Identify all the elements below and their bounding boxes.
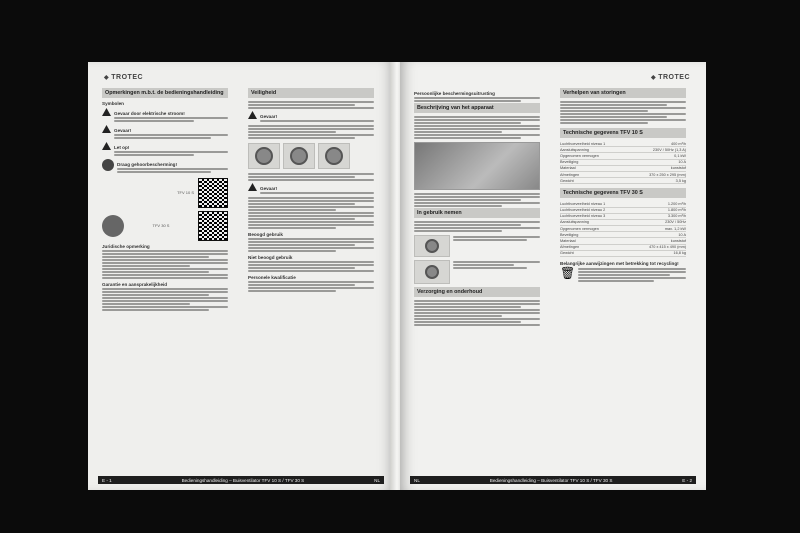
page-footer	[98, 476, 384, 484]
spec-label: Luchthoeveelheid niveau 2	[560, 207, 629, 213]
section-heading: Verzorging en onderhoud	[414, 287, 540, 297]
left-page	[88, 62, 394, 490]
language-code: NL	[374, 477, 380, 483]
improper-use-title: Niet beoogd gebruik	[248, 255, 293, 260]
warning-label: Gevaar!	[260, 186, 278, 191]
spec-value: 16,8 kg	[629, 250, 686, 256]
page-number: E - 2	[682, 477, 692, 483]
spec-label: Luchthoeveelheid niveau 1	[560, 141, 629, 147]
device-photo	[414, 142, 540, 190]
spec-label: Materiaal	[560, 238, 629, 244]
spec-label: Opgenomen vermogen	[560, 226, 629, 232]
spec-label: Gewicht	[560, 250, 629, 256]
section-heading: Technische gegevens TFV 30 S	[560, 188, 686, 198]
wheelie-bin-icon: 🗑	[560, 266, 576, 280]
warning-label: Gevaar!	[260, 114, 278, 119]
section-heading: Beschrijving van het apparaat	[414, 103, 540, 113]
warning-label: Gevaar!	[114, 128, 132, 133]
spec-value: 370 x 250 x 295 (mm)	[629, 171, 686, 177]
brand-logo: ◆ TROTEC	[651, 74, 690, 81]
warning-label: Draag gehoorbescherming!	[117, 162, 177, 167]
spec-value: kunststof	[629, 238, 686, 244]
spec-row	[560, 178, 686, 184]
fan-illustration	[318, 143, 350, 169]
spec-label: Beveiliging	[560, 159, 629, 165]
warning-block	[102, 125, 228, 140]
spec-label: Materiaal	[560, 165, 629, 171]
qr-code	[198, 211, 228, 241]
warning-block	[102, 142, 228, 157]
fan-illustration	[283, 143, 315, 169]
warning-icon	[102, 108, 111, 116]
spec-label: Aansluitspanning	[560, 147, 629, 153]
model-label: TFV 30 S	[152, 222, 170, 228]
qr-code	[198, 178, 228, 208]
spec-value: 0,1 kW	[629, 153, 686, 159]
warning-icon	[248, 111, 257, 119]
spec-label: Afmetingen	[560, 171, 629, 177]
spec-value: 1.200 m³/h	[629, 201, 686, 207]
intended-use-title: Beoogd gebruik	[248, 232, 283, 237]
left-column-2	[248, 88, 374, 293]
spec-table-tfv30	[560, 201, 686, 257]
spec-value: 230V / 50Hz (1,3 A)	[629, 147, 686, 153]
warning-icon	[102, 125, 111, 133]
footer-text: Bedieningshandleiding – Buisventilator TFV 10 S / TFV 30 S	[489, 477, 613, 483]
warning-block	[102, 108, 228, 123]
spec-value: 400 m³/h	[629, 141, 686, 147]
ppe-title: Persoonlijke beschermingsuitrusting	[414, 91, 495, 96]
warning-block	[248, 183, 374, 195]
language-code: NL	[414, 477, 420, 483]
section-heading: Technische gegevens TFV 10 S	[560, 128, 686, 138]
spec-value: 3,5 kg	[629, 178, 686, 184]
left-column-1	[102, 88, 228, 312]
warning-label: Let op!	[114, 145, 130, 150]
warning-block	[102, 159, 228, 174]
section-heading: Verhelpen van storingen	[560, 88, 686, 98]
warning-icon	[102, 142, 111, 150]
fan-illustration	[248, 143, 280, 169]
spec-label: Luchthoeveelheid niveau 1	[560, 201, 629, 207]
manual-reader-icon	[102, 215, 124, 237]
spec-table-tfv10	[560, 141, 686, 184]
spec-label: Gewicht	[560, 178, 629, 184]
symbols-title: Symbolen	[102, 101, 124, 106]
device-photo-small	[414, 260, 450, 284]
warranty-title: Garantie en aansprakelijkheid	[102, 282, 168, 287]
footer-text: Bedieningshandleiding – Buisventilator TFV 10 S / TFV 30 S	[181, 477, 305, 483]
section-heading: Veiligheid	[248, 88, 374, 98]
disposal-title: Belangrijke aanwijzingen met betrekking tot recycling!	[560, 261, 679, 266]
page-footer	[410, 476, 696, 484]
spec-value: 10 A	[629, 159, 686, 165]
warning-block	[248, 111, 374, 123]
right-page	[400, 62, 706, 490]
spec-label: Opgenomen vermogen	[560, 153, 629, 159]
spec-label: Luchthoeveelheid niveau 3	[560, 213, 629, 219]
warning-label: Gevaar door elektrische stroom!	[114, 111, 185, 116]
spec-row	[560, 250, 686, 256]
fan-illustrations	[248, 143, 374, 169]
ear-protection-icon	[102, 159, 114, 171]
legal-title: Juridische opmerking	[102, 244, 150, 249]
spec-label: Beveiliging	[560, 232, 629, 238]
spec-value: kunststof	[629, 165, 686, 171]
spec-label: Aansluitspanning	[560, 219, 629, 225]
spec-label: Afmetingen	[560, 244, 629, 250]
model-label: TFV 10 S	[177, 189, 194, 195]
section-heading: In gebruik nemen	[414, 208, 540, 218]
spec-value: max. 1,2 kW	[629, 226, 686, 232]
right-column-1	[414, 88, 540, 327]
page-number: E - 1	[102, 477, 112, 483]
spec-value: 1.800 m³/h	[629, 207, 686, 213]
device-photo-small	[414, 235, 450, 257]
brand-logo: ◆ TROTEC	[104, 74, 143, 81]
spec-value: 10 A	[629, 232, 686, 238]
warning-icon	[248, 183, 257, 191]
right-column-2	[560, 88, 686, 283]
qualification-title: Personele kwalificatie	[248, 275, 296, 280]
spec-value: 470 x 415 x 490 (mm)	[629, 244, 686, 250]
section-heading: Opmerkingen m.b.t. de bedieningshandleiding	[102, 88, 228, 98]
spec-value: 230V / 50Hz	[629, 219, 686, 225]
spec-value: 3.300 m³/h	[629, 213, 686, 219]
open-manual	[88, 62, 706, 490]
